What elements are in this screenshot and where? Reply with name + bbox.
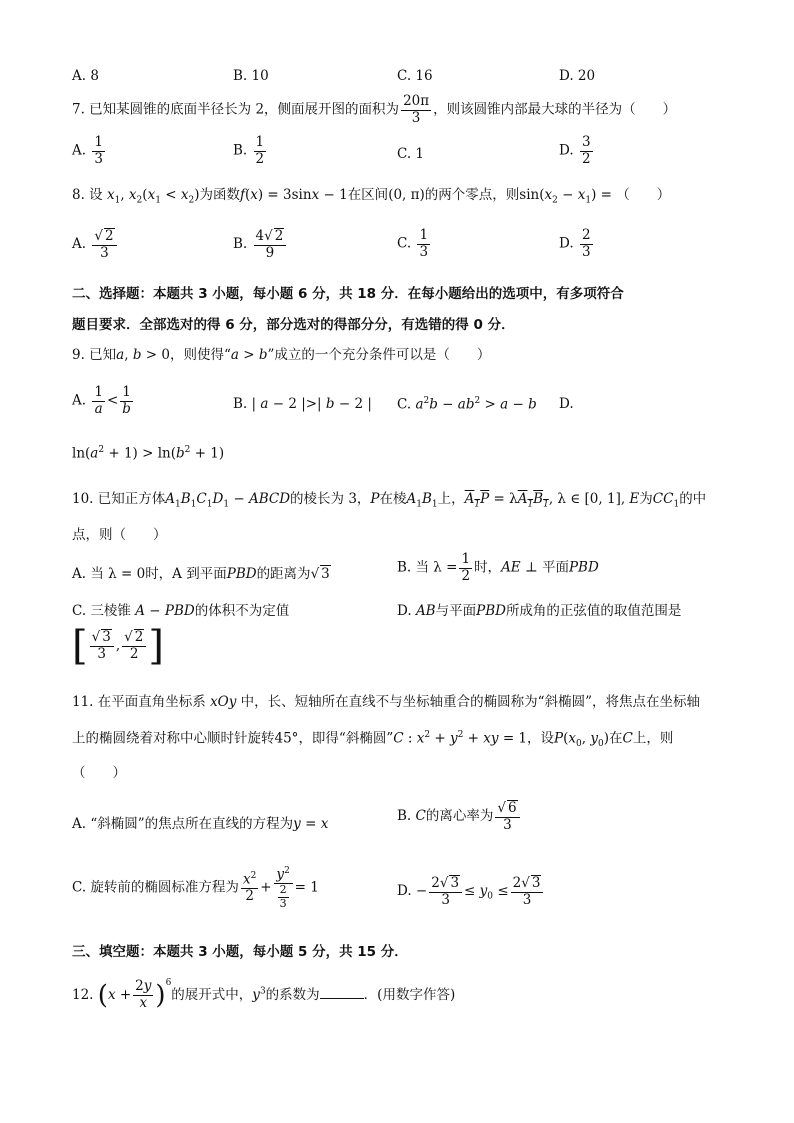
q10-c1: C. 三棱锥 xyxy=(72,603,131,619)
q8-d-den: 3 xyxy=(581,243,591,260)
q7-frac-den: 3 xyxy=(411,109,421,126)
q10-a2: 时，A 到平面 xyxy=(145,566,227,582)
q8-option-b: B. $\frac{4√ 2}{9}$ xyxy=(233,228,288,261)
q11-c1: C. 旋转前的椭圆标准方程为 xyxy=(72,879,239,896)
q9-option-d: D. xyxy=(559,396,574,412)
q8-a-den: 3 xyxy=(100,244,109,261)
q8-option-c xyxy=(397,228,432,260)
q8-b-rad: 2 xyxy=(274,228,284,244)
q7-b-den: 2 xyxy=(255,150,265,167)
q7-d-den: 2 xyxy=(581,150,591,167)
q11-line2b: ，即得“斜椭圆” xyxy=(298,730,394,747)
question-11: 11. 在平面直角坐标系 xOy 中，长、短轴所在直线不与坐标轴重合的椭圆称为“斜椭圆”，将焦点在坐标轴 xyxy=(72,694,700,710)
q8-text-b: 为函数 xyxy=(199,187,240,203)
q8-option-d xyxy=(559,228,595,260)
q10-d1: D. xyxy=(397,603,412,619)
q8-option-a: A. $\frac{√ 2}{3}$ xyxy=(72,228,119,261)
q7-option-c: C. 1 xyxy=(397,146,425,162)
q6-option-c: C. 16 xyxy=(397,68,433,84)
q10-option-a: A. 当 λ = 0时，A 到平面PBD的距离为√ 3 xyxy=(72,566,330,582)
q10-t1: 10. 已知正方体 xyxy=(72,491,166,507)
q7-a-den: 3 xyxy=(94,150,103,167)
q11-b1: B. xyxy=(397,808,412,825)
q8-c-den: 3 xyxy=(419,243,429,260)
q8-text-c: 在区间 xyxy=(347,187,389,203)
q7-frac-num: 20π xyxy=(403,93,430,109)
q12-mid2: 的系数为 xyxy=(265,987,320,1003)
q9-a-label: A. xyxy=(72,392,87,409)
question-7 xyxy=(72,94,676,126)
section-3-title: 三、填空题：本题共 3 小题，每小题 5 分，共 15 分． xyxy=(72,944,408,960)
q7-d-num: 3 xyxy=(581,134,591,150)
q12-prefix: 12. xyxy=(72,987,94,1003)
q6-option-d: D. 20 xyxy=(559,68,596,84)
q10-b3: 平面 xyxy=(541,559,569,576)
q11-option-a: A. “斜椭圆”的焦点所在直线的方程为y = x xyxy=(72,816,329,832)
q9-prefix: 9. 已知 xyxy=(72,347,117,363)
q8-c-label: C. xyxy=(397,235,412,252)
q9-mid: ，则使得“ xyxy=(169,347,231,363)
q7-option-d xyxy=(559,135,595,167)
q8-b-coef: 4 xyxy=(255,228,265,244)
q9-option-a: A. $\frac{1}{a}$ < $\frac{1}{b}$ xyxy=(72,384,131,417)
q11-option-d: D. − $\frac{2√ 3}{3}$ ≤ $y_0$ ≤ $\frac{2√ 3}{3}$ xyxy=(397,875,545,908)
q7-d-label: D. xyxy=(559,142,574,159)
q7-b-label: B. xyxy=(233,142,248,159)
q11-b2: 的离心率为 xyxy=(425,808,494,825)
q7-a-num: 1 xyxy=(94,134,103,150)
section-2-line-1: 二、选择题：本题共 3 小题，每小题 6 分，共 18 分．在每小题给出的选项中，有多项符合 xyxy=(72,286,624,302)
question-8: 8. 设 $x_1$, $x_2(x_1 < x_2)$为函数f(x) = 3sinx − 1在区间(0, π)的两个零点，则$\sin(x_2 - x_1)$ = （ ） xyxy=(72,187,671,206)
q10-option-c: C. 三棱锥 A − PBD的体积不为定值 xyxy=(72,603,290,619)
q9-suffix: ”成立的一个充分条件可以是（ ） xyxy=(267,347,491,363)
q11-line-3: （ ） xyxy=(72,765,126,781)
q11-line2e: 上，则 xyxy=(632,730,674,747)
q8-text-a: 8. 设 xyxy=(72,187,103,203)
q10-line-2: 点，则（ ） xyxy=(72,527,167,543)
q12-mid: 的展开式中， xyxy=(171,987,253,1003)
q6-option-b: B. 10 xyxy=(233,68,269,84)
q8-a-rad: 2 xyxy=(104,228,114,244)
q10-option-b: B. 当 λ = $\frac{1}{2}$ 时，AE ⊥ 平面PBD xyxy=(397,551,599,584)
q11-d1: D. xyxy=(397,883,412,900)
q7-b-num: 1 xyxy=(255,134,265,150)
q10-t5: 为 xyxy=(639,491,653,507)
q10-t2: 的棱长为 3， xyxy=(290,491,371,507)
q8-b-label: B. xyxy=(233,236,248,253)
q10-c2: 的体积不为定值 xyxy=(194,603,290,619)
q8-a-label: A. xyxy=(72,236,87,253)
q11-option-c: C. 旋转前的椭圆标准方程为 $\frac{x^2}{2}$ + $\frac{y^2}{\frac{2}{3}}$ = 1 xyxy=(72,866,319,910)
question-12: 12. (x + $\frac{2y}{x}$ )$^6$的展开式中，$y^3$的系数为 ．(用数字作答) xyxy=(72,978,456,1011)
q10-a3: 的距离为 xyxy=(256,566,311,582)
q11-option-b: B. C的离心率为 $\frac{√ 6}{3}$ xyxy=(397,800,522,833)
q10-option-d-range: [ $\frac{√ 3}{3}$ , $\frac{√ 2}{2}$ ] xyxy=(72,623,164,669)
q8-text-e: （ ） xyxy=(616,187,671,203)
q11-line1: 11. 在平面直角坐标系 xyxy=(72,694,206,710)
q10-t3: 在棱 xyxy=(379,491,407,507)
q11-line2d: 在 xyxy=(609,730,623,747)
q8-d-label: D. xyxy=(559,235,574,252)
q9-option-c: C. $a^2b - ab^2 > a - b$ xyxy=(397,396,537,413)
q7-option-a xyxy=(72,135,107,167)
q9-c-label: C. xyxy=(397,396,412,413)
q10-b1: B. 当 xyxy=(397,559,430,576)
q10-b2: 时， xyxy=(474,559,502,576)
q10-a1: A. 当 xyxy=(72,566,104,582)
q10-t6: 的中 xyxy=(679,491,707,507)
q7-suffix: ，则该圆锥内部最大球的半径为（ ） xyxy=(433,101,677,118)
q6-option-a: A. 8 xyxy=(72,68,99,84)
q8-text-d: 的两个零点，则 xyxy=(424,187,520,203)
q8-b-den: 9 xyxy=(265,244,275,261)
section-2-line-2: 题目要求．全部选对的得 6 分，部分选对的得部分分，有选错的得 0 分． xyxy=(72,317,515,333)
q7-option-b xyxy=(233,135,268,167)
q12-suffix: ．(用数字作答) xyxy=(363,987,456,1003)
question-10: 10. 已知正方体$A_1B_1C_1D_1$ − ABCD的棱长为 3，P在棱$A_1B_1$上，$A_1P = \lambda A_1B_1$, λ ∈ [0, 1], E为$CC_1$的中 xyxy=(72,491,707,510)
q10-t4: 上， xyxy=(437,491,465,507)
q9-option-d-expr: $\ln(a^2 + 1) > \ln(b^2 + 1)$ xyxy=(72,445,225,462)
q11-a1: A. “斜椭圆”的焦点所在直线的方程为 xyxy=(72,816,294,832)
q7-a-label: A. xyxy=(72,142,87,159)
q9-option-b: B. | a − 2 |>| b − 2 | xyxy=(233,396,372,412)
q8-c-num: 1 xyxy=(419,227,429,243)
q8-d-num: 2 xyxy=(581,227,591,243)
q7-prefix: 7. 已知某圆锥的底面半径长为 2，侧面展开图的面积为 xyxy=(72,101,400,118)
q10-d3: 所成角的正弦值的取值范围是 xyxy=(505,603,682,619)
question-9: 9. 已知a, b > 0，则使得“a > b”成立的一个充分条件可以是（ ） xyxy=(72,347,491,363)
q9-b-label: B. xyxy=(233,396,248,412)
q7-fraction xyxy=(401,94,431,126)
q12-answer-blank[interactable] xyxy=(320,986,364,999)
q11-line2c: ，设 xyxy=(527,730,555,747)
q10-option-d: D. AB与平面PBD所成角的正弦值的取值范围是 xyxy=(397,603,682,619)
q11-line1b: 中，长、短轴所在直线不与坐标轴重合的椭圆称为“斜椭圆”，将焦点在坐标轴 xyxy=(240,694,700,710)
q10-d2: 与平面 xyxy=(435,603,477,619)
q11-line-2: 上的椭圆绕着对称中心顺时针旋转45°，即得“斜椭圆”C : $x^2 + y^2$ + xy = 1，设$P(x_0$, $y_0$)在C上，则 xyxy=(72,730,674,750)
q11-line2a: 上的椭圆绕着对称中心顺时针旋转 xyxy=(72,730,275,747)
